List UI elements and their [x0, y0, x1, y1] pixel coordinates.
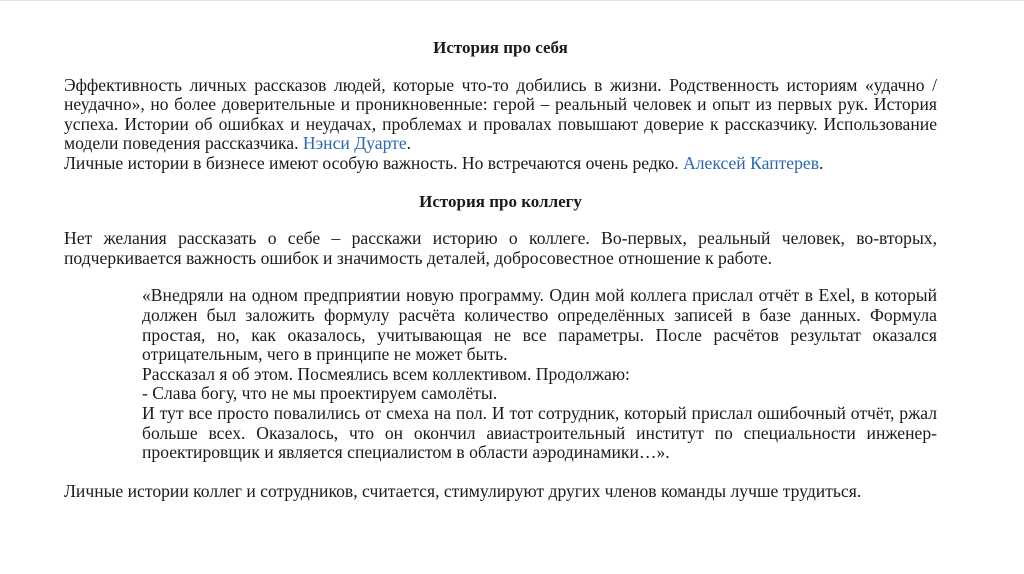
paragraph-text: Личные истории в бизнесе имеют особую важность. Но встречаются очень редко.	[64, 152, 684, 173]
paragraph-end: .	[406, 133, 412, 154]
section-title-colleague: История про коллегу	[419, 191, 582, 211]
paragraph-text: Эффективность личных рассказов людей, которые что-то добились в жизни. Родственность историям «удачно / неудачно», но более доверительные и проникновенные: герой – реальный человек и опыт из первых рук. История успеха. Истории об ошибках и неудачах, проблемах и провалах повышают доверие к рассказчику. Использование модели поведения рассказчика.	[64, 74, 937, 154]
paragraph-conclusion: Личные истории коллег и сотрудников, считается, стимулируют других членов команды лучше трудиться.	[64, 480, 862, 501]
paragraph-colleague-intro: Нет желания рассказать о себе – расскажи историю о коллеге. Во-первых, реальный человек, во-вторых, подчеркивается важность ошибок и значимость деталей, добросовестное отношение к работе.	[64, 228, 937, 268]
paragraph-business-stories	[64, 154, 937, 174]
quote-block	[142, 286, 937, 462]
quote-paragraph-4: И тут все просто повалились от смеха на пол. И тот сотрудник, который прислал ошибочный отчёт, ржал больше всех. Оказалось, что он окончил авиастроительный институт по специальности инженер-проектировщик и является специалистом в области аэродинамики…».	[142, 402, 937, 463]
quote-paragraph-3: - Слава богу, что не мы проектируем самолёты.	[142, 383, 498, 404]
quote-paragraph-2: Рассказал я об этом. Посмеялись всем коллективом. Продолжаю:	[142, 363, 630, 384]
link-nancy-duarte[interactable]: Нэнси Дуарте	[302, 133, 407, 154]
paragraph-self-story	[64, 76, 937, 154]
paragraph-end: .	[819, 152, 824, 173]
document-body	[64, 38, 937, 501]
top-divider	[0, 0, 1024, 1]
quote-paragraph-1: «Внедряли на одном предприятии новую программу. Один мой коллега прислал отчёт в Exel, в который должен был заложить формулу расчёта количество определённых записей в базе данных. Формула простая, но, как оказалось, учитывающая не все параметры. После расчётов результат оказался отрицательным, чего в принципе не может быть.	[142, 285, 937, 365]
section-title-self: История про себя	[433, 38, 568, 57]
link-alexey-kapterev[interactable]: Алексей Каптерев	[683, 152, 820, 173]
